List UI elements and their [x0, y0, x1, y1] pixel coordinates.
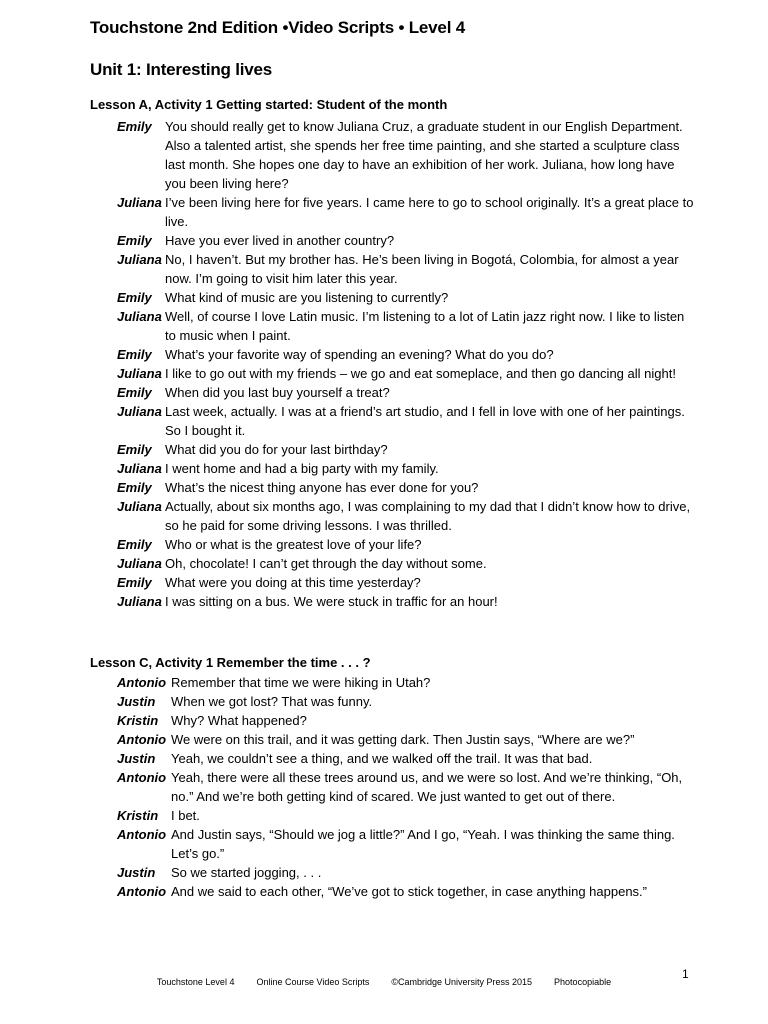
speaker-name: Juliana	[117, 309, 162, 324]
dialogue-line	[117, 730, 697, 749]
dialogue-line	[117, 863, 697, 882]
dialogue-line	[117, 825, 697, 863]
footer-series: Touchstone Level 4	[156, 977, 235, 987]
dialogue-line	[117, 749, 697, 768]
dialogue-line	[117, 288, 697, 307]
speaker-name: Emily	[117, 119, 152, 134]
line-text: Last week, actually. I was at a friend’s art studio, and I fell in love with one of her paintings. So I bought it.	[165, 404, 685, 438]
speaker-name: Justin	[117, 751, 156, 766]
line-text: Have you ever lived in another country?	[165, 233, 395, 248]
line-text: And we said to each other, “We’ve got to stick together, in case anything happens.”	[171, 884, 647, 899]
dialogue-line	[117, 345, 697, 364]
line-text: Remember that time we were hiking in Utah?	[171, 675, 431, 690]
lesson-c-heading: Lesson C, Activity 1 Remember the time . . . ?	[90, 655, 371, 670]
line-text: When did you last buy yourself a treat?	[165, 385, 390, 400]
line-text: We were on this trail, and it was getting dark. Then Justin says, “Where are we?”	[171, 732, 635, 747]
speaker-name: Kristin	[117, 808, 159, 823]
footer-course: Online Course Video Scripts	[256, 977, 370, 987]
dialogue-line	[117, 497, 697, 535]
speaker-name: Antonio	[117, 770, 167, 785]
speaker-name: Juliana	[117, 461, 162, 476]
line-text: I’ve been living here for five years. I came here to go to school originally. It’s a great place to live.	[165, 195, 694, 229]
line-text: When we got lost? That was funny.	[171, 694, 373, 709]
dialogue-line	[117, 193, 697, 231]
line-text: What kind of music are you listening to currently?	[165, 290, 449, 305]
dialogue-line	[117, 692, 697, 711]
line-text: Who or what is the greatest love of your life?	[165, 537, 422, 552]
dialogue-line	[117, 573, 697, 592]
dialogue-line	[117, 364, 697, 383]
line-text: Yeah, there were all these trees around us, and we were so lost. And we’re thinking, “Oh, no.” And we’re both getting kind of scared. We just wanted to get out of there.	[171, 770, 683, 804]
speaker-name: Justin	[117, 865, 156, 880]
page-number: 1	[682, 967, 689, 981]
line-text: What’s the nicest thing anyone has ever done for you?	[165, 480, 479, 495]
line-text: You should really get to know Juliana Cruz, a graduate student in our English Department. Also a talented artist, she spends her free time painting, and she started a sculpture class last month. She hopes one day to have an exhibition of her work. Juliana, how long have you been living here?	[165, 119, 683, 191]
speaker-name: Emily	[117, 347, 152, 362]
lesson-a-dialogue	[117, 117, 697, 611]
speaker-name: Juliana	[117, 195, 162, 210]
speaker-name: Juliana	[117, 556, 162, 571]
dialogue-line	[117, 383, 697, 402]
dialogue-line	[117, 535, 697, 554]
footer-copyright: ©Cambridge University Press 2015	[391, 977, 533, 987]
line-text: Yeah, we couldn’t see a thing, and we walked off the trail. It was that bad.	[171, 751, 593, 766]
dialogue-line	[117, 231, 697, 250]
speaker-name: Juliana	[117, 404, 162, 419]
speaker-name: Emily	[117, 290, 152, 305]
line-text: Actually, about six months ago, I was complaining to my dad that I didn’t know how to drive, so he paid for some driving lessons. I was thrilled.	[165, 499, 691, 533]
line-text: No, I haven’t. But my brother has. He’s been living in Bogotá, Colombia, for almost a year now. I’m going to visit him later this year.	[165, 252, 679, 286]
dialogue-line	[117, 402, 697, 440]
speaker-name: Juliana	[117, 594, 162, 609]
speaker-name: Kristin	[117, 713, 159, 728]
speaker-name: Antonio	[117, 884, 167, 899]
speaker-name: Juliana	[117, 366, 162, 381]
footer-photocopiable: Photocopiable	[554, 977, 612, 987]
document-header: Touchstone 2nd Edition •Video Scripts • Level 4	[90, 18, 465, 37]
line-text: I was sitting on a bus. We were stuck in traffic for an hour!	[165, 594, 498, 609]
speaker-name: Antonio	[117, 827, 167, 842]
line-text: What did you do for your last birthday?	[165, 442, 388, 457]
dialogue-line	[117, 673, 697, 692]
dialogue-line	[117, 592, 697, 611]
lesson-c-dialogue	[117, 673, 697, 901]
dialogue-line	[117, 117, 697, 193]
dialogue-line	[117, 882, 697, 901]
dialogue-line	[117, 478, 697, 497]
speaker-name: Juliana	[117, 499, 162, 514]
dialogue-line	[117, 250, 697, 288]
line-text: Well, of course I love Latin music. I’m listening to a lot of Latin jazz right now. I like to listen to music when I paint.	[165, 309, 685, 343]
dialogue-line	[117, 711, 697, 730]
speaker-name: Juliana	[117, 252, 162, 267]
line-text: What were you doing at this time yesterday?	[165, 575, 421, 590]
line-text: I bet.	[171, 808, 200, 823]
dialogue-line	[117, 768, 697, 806]
page-footer	[0, 977, 768, 987]
line-text: And Justin says, “Should we jog a little?” And I go, “Yeah. I was thinking the same thing. Let’s go.”	[171, 827, 675, 861]
line-text: Oh, chocolate! I can’t get through the day without some.	[165, 556, 487, 571]
speaker-name: Emily	[117, 233, 152, 248]
lesson-a-heading: Lesson A, Activity 1 Getting started: Student of the month	[90, 97, 448, 112]
speaker-name: Emily	[117, 442, 152, 457]
line-text: Why? What happened?	[171, 713, 307, 728]
speaker-name: Emily	[117, 575, 152, 590]
speaker-name: Antonio	[117, 675, 167, 690]
speaker-name: Antonio	[117, 732, 167, 747]
dialogue-line	[117, 307, 697, 345]
speaker-name: Emily	[117, 480, 152, 495]
line-text: I like to go out with my friends – we go and eat someplace, and then go dancing all night!	[165, 366, 676, 381]
unit-title: Unit 1: Interesting lives	[90, 60, 273, 79]
dialogue-line	[117, 554, 697, 573]
line-text: What’s your favorite way of spending an evening? What do you do?	[165, 347, 554, 362]
dialogue-line	[117, 440, 697, 459]
line-text: I went home and had a big party with my family.	[165, 461, 439, 476]
speaker-name: Justin	[117, 694, 156, 709]
speaker-name: Emily	[117, 385, 152, 400]
dialogue-line	[117, 806, 697, 825]
line-text: So we started jogging, . . .	[171, 865, 322, 880]
speaker-name: Emily	[117, 537, 152, 552]
dialogue-line	[117, 459, 697, 478]
